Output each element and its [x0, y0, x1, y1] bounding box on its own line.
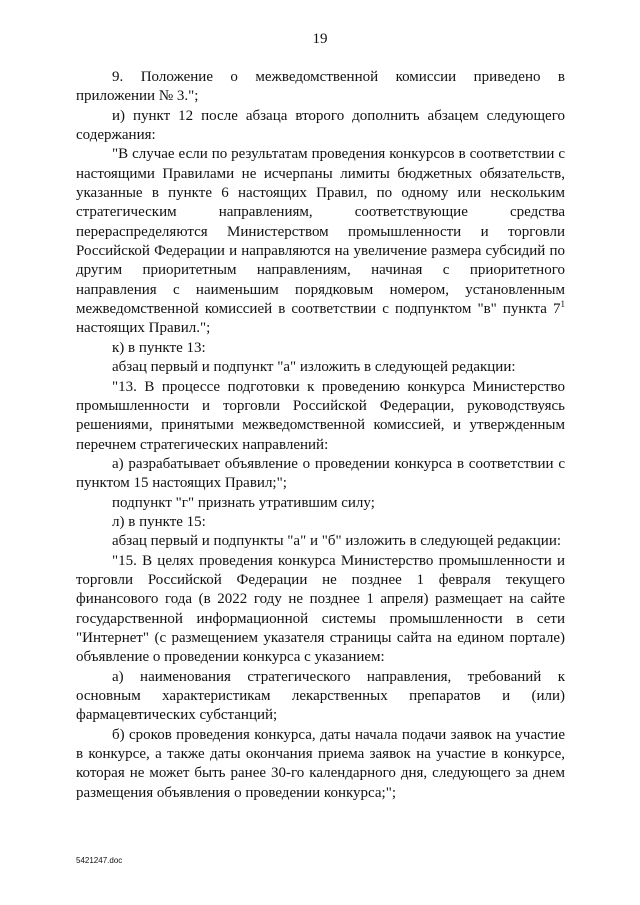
paragraph [76, 145, 565, 338]
paragraph: л) в пункте 15: [112, 513, 206, 530]
superscript: 1 [560, 299, 565, 310]
document-body [76, 68, 565, 803]
paragraph-text: "В случае если по результатам проведения конкурсов в соответствии с настоящими Правилами не исчерпаны лимиты бюджетных обязательств, указанные в пункте 6 настоящих Правил, по одному или нескольким стратегическим направлениям, соответствующие средства перераспределяются Министерством промышленности и торговли Российской Федерации и направляются на увеличение размера субсидий по другим приоритетным направлениям, начиная с приоритетного направления с наименьшим порядковым номером, установленным межведомственной комиссией в соответствии с подпунктом "в" пункта 7 [76, 146, 565, 318]
paragraph: б) сроков проведения конкурса, даты начала подачи заявок на участие в конкурсе, а также даты окончания приема заявок на участие в конкурсе, которая не может быть ранее 30-го календарного дня, следующего за днем размещения объявления о проведении конкурса;"; [76, 726, 565, 801]
paragraph: абзац первый и подпункт "а" изложить в следующей редакции: [112, 359, 516, 376]
paragraph: абзац первый и подпункты "а" и "б" изложить в следующей редакции: [112, 533, 562, 550]
paragraph: 9. Положение о межведомственной комиссии приведено в приложении № 3."; [76, 69, 565, 105]
page-number: 19 [312, 31, 328, 47]
paragraph: а) разрабатывает объявление о проведении конкурса в соответствии с пунктом 15 настоящих Правил;"; [76, 455, 565, 492]
paragraph-text: настоящих Правил."; [76, 320, 211, 337]
paragraph: "13. В процессе подготовки к проведению конкурса Министерство промышленности и торговли Российской Федерации, руководствуясь решениями, принятыми межведомственной комиссией, и утвержденным перечнем стратегических направлений: [76, 378, 565, 453]
paragraph: подпункт "г" признать утратившим силу; [112, 494, 375, 511]
paragraph: "15. В целях проведения конкурса Министерство промышленности и торговли Российской Федерации не позднее 1 февраля текущего финансового года (в 2022 году не позднее 1 апреля) размещает на сайте государственной информационной системы промышленности в сети "Интернет" (с размещением указателя страницы сайта на едином портале) объявление о проведении конкурса с указанием: [76, 552, 565, 666]
paragraph: и) пункт 12 после абзаца второго дополнить абзацем следующего содержания: [76, 107, 565, 144]
document-file-id: 5421247.doc [76, 856, 123, 865]
paragraph: а) наименования стратегического направления, требований к основным характеристикам лекарственных препаратов и (или) фармацевтических субстанций; [76, 668, 565, 724]
paragraph: к) в пункте 13: [112, 339, 206, 356]
